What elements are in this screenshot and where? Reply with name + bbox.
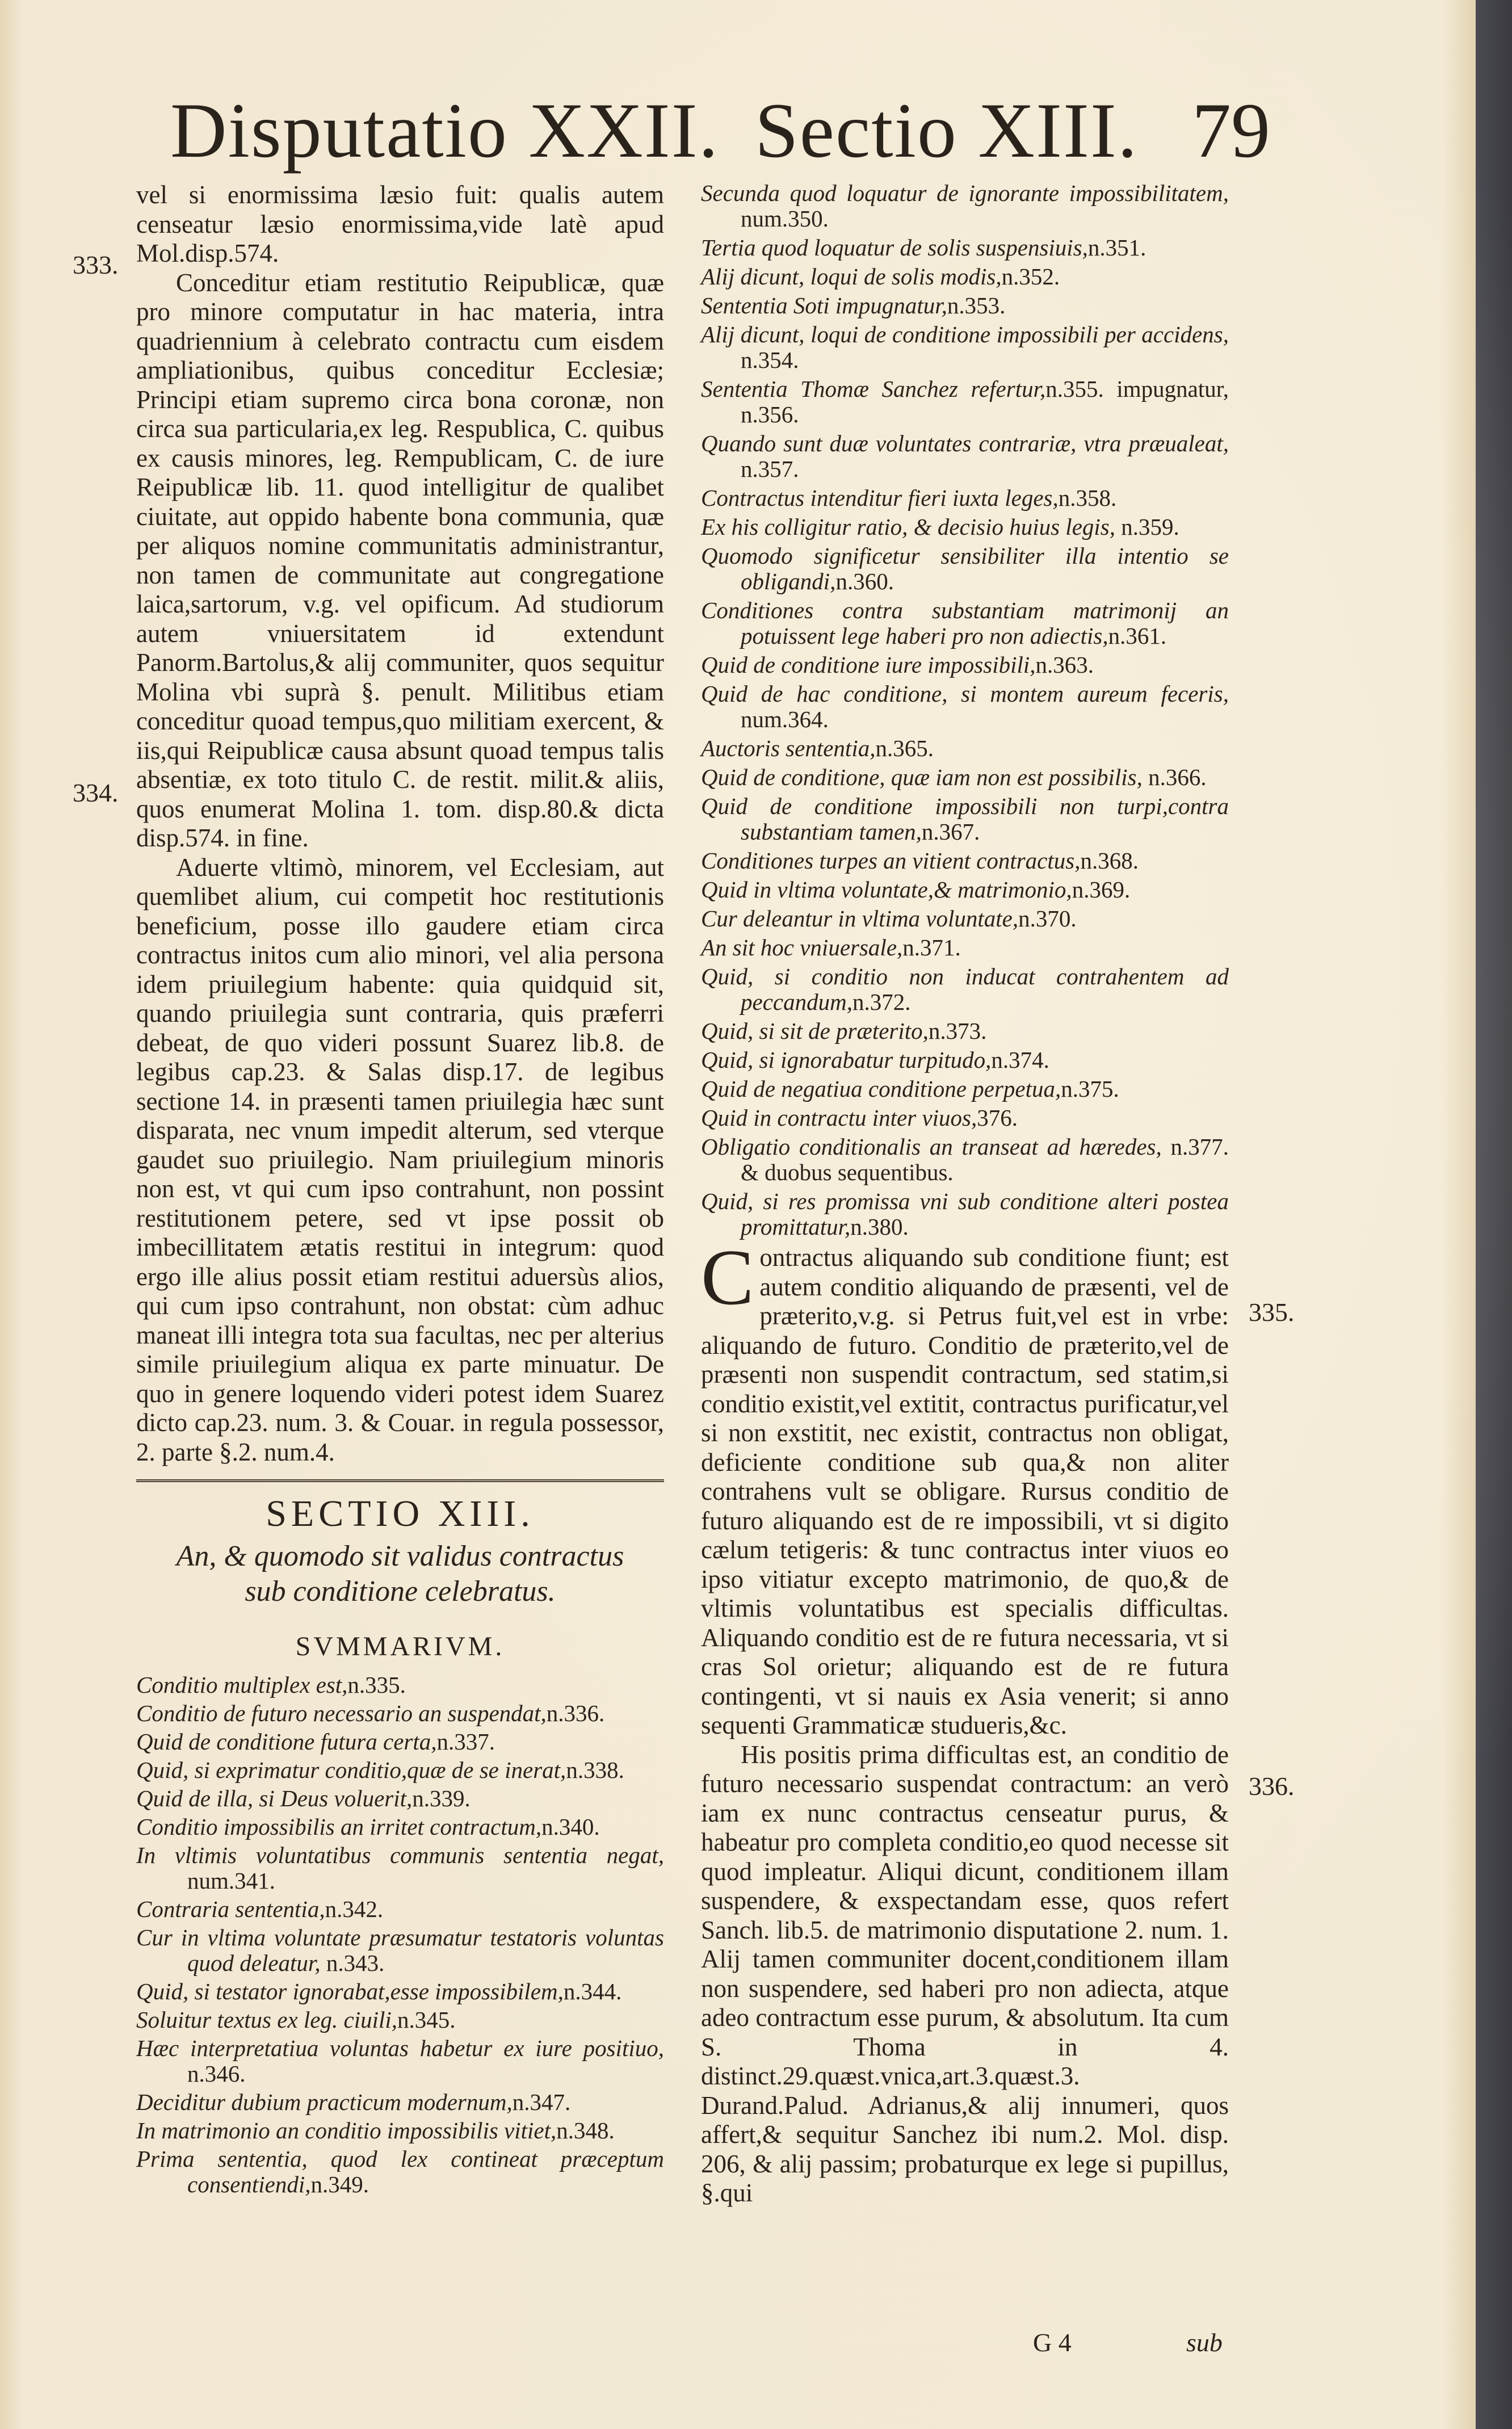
summary-item: Quid de negatiua conditione perpetua,n.375. xyxy=(701,1076,1119,1102)
summary-item: Conditio multiplex est,n.335. xyxy=(136,1672,406,1698)
summary-item: Sententia Soti impugnatur,n.353. xyxy=(701,292,1006,318)
paragraph-334: Aduerte vltimò, minorem, vel Ecclesiam, aut quemlibet alium, cui competit hoc restitutionis beneficium, posse illo gaudere etiam circa contractus initos cum alio minori, vel alia persona idem priuilegium habente: quia quidquid sit, quando priuilegia sunt contraria, quis præferri debeat, de quo videri possunt Suarez lib.8. de legibus cap.23. & Salas disp.17. de legibus sectione 14. in præsenti tamen priuilegia hæc sunt disparata, nec vnum impedit alterum, sed vterque gaudet suo priuilegio. Nam priuilegium minoris non est, vt qui cum ipso contrahunt, non possint restitutionem petere, sed vt ipse possit ob imbecillitatem ætatis restitui in integrum: quod ergo ille alius possit etiam restitui aduersùs alios, qui cum ipso contrahunt, non obstat: cùm adhuc maneat illi integra tota sua facultas, nec per alterius simile priuilegium aliqua ex parte minuatur. De quo in genere loquendo videri potest idem Suarez dicto cap.23. num. 3. & Couar. in regula possessor, 2. parte §.2. num.4. xyxy=(136,853,664,1466)
right-column xyxy=(701,181,1229,2208)
summary-item: Obligatio conditionalis an transeat ad hæredes, n.377. & duobus sequentibus. xyxy=(701,1134,1229,1185)
summary-item: Soluitur textus ex leg. ciuili,n.345. xyxy=(136,2007,456,2033)
summary-item: Quid, si conditio non inducat contrahentem ad peccandum,n.372. xyxy=(701,963,1229,1015)
summary-item: Hæc interpretatiua voluntas habetur ex iure positiuo, n.346. xyxy=(136,2035,664,2087)
summary-list-left xyxy=(136,1672,664,2197)
summary-item: Sententia Thomæ Sanchez refertur,n.355. impugnatur, n.356. xyxy=(701,376,1229,427)
summary-list-right xyxy=(701,181,1229,1240)
margin-number-334: 334. xyxy=(73,778,119,807)
summary-heading: SVMMARIVM. xyxy=(295,1631,505,1662)
signature-mark: G 4 xyxy=(1033,2328,1072,2357)
summary-item: Quomodo significetur sensibiliter illa intentio se obligandi,n.360. xyxy=(701,543,1229,594)
summary-item: Cur deleantur in vltima voluntate,n.370. xyxy=(701,905,1077,932)
summary-item: Alij dicunt, loqui de conditione impossibili per accidens, n.354. xyxy=(701,321,1229,373)
summary-item: Quid in vltima voluntate,& matrimonio,n.369. xyxy=(701,876,1131,903)
summary-item: Quid de conditione futura certa,n.337. xyxy=(136,1729,495,1755)
running-header xyxy=(0,85,1476,176)
paragraph-336: His positis prima difficultas est, an conditio de futuro necessario suspendat contractum: an verò iam ex nunc contractus censeatur purus, & habeatur pro completa conditio,eo quod necesse sit quod impleatur. Aliqui dicunt, conditionem illam suspendere, & exspectandam esse, quos refert Sanch. lib.5. de matrimonio disputatione 2. num. 1. Alij tamen communiter docent,conditionem illam non suspendere, sed haberi pro non adiecta, atque adeo contractum esse purum, & absolutum. Ita cum S. Thoma in 4. distinct.29.quæst.vnica,art.3.quæst.3. Durand.Palud. Adrianus,& alij innumeri, quos affert,& sequitur Sanchez ibi num.2. Mol. disp. 206, & alij passim; probaturque ex lege si pupillus, §.qui xyxy=(701,1740,1229,2207)
margin-number-335: 335. xyxy=(1249,1298,1295,1327)
summary-item: Conditio de futuro necessario an suspendat,n.336. xyxy=(136,1700,605,1726)
paragraph-333: Conceditur etiam restitutio Reipublicæ, quæ pro minore computatur in hac materia, intra quadriennium à celebrato contractu cum eisdem ampliationibus, quibus conceditur Ecclesiæ; Principi etiam supremo circa bona coronæ, non circa sua particularia,ex leg. Respublica, C. quibus ex causis minores, leg. Rempublicam, C. de iure Reipublicæ lib. 11. quod intelligitur de qualibet ciuitate, aut oppido habente bona communia, quæ per aliquos nomine communitatis administrantur, non tamen de communitate aut congregatione laica,sartorum, v.g. vel opificum. Ad studiorum autem vniuersitatem id extendunt Panorm.Bartolus,& alij communiter, quos sequitur Molina vbi suprà §. penult. Militibus etiam conceditur quoad tempus,quo militiam exercent, & iis,qui Reipublicæ causa absunt quoad tempus talis absentiæ, ex toto titulo C. de restit. milit.& aliis, quos enumerat Molina 1. tom. disp.80.& dicta disp.574. in fine. xyxy=(136,268,664,852)
summary-item: An sit hoc vniuersale,n.371. xyxy=(701,934,961,960)
summary-item: Secunda quod loquatur de ignorante impossibilitatem, num.350. xyxy=(701,180,1229,232)
section-title: An, & quomodo sit validus contractus sub conditione celebratus. xyxy=(176,1539,624,1608)
catchword: sub xyxy=(1186,2328,1223,2357)
summary-item: Cur in vltima voluntate præsumatur testatoris voluntas quod deleatur, n.343. xyxy=(136,1924,664,1976)
paragraph-335: Contractus aliquando sub conditione fiunt; est autem conditio aliquando de præsenti, vel de præterito,v.g. si Petrus fuit,vel est in vrbe: aliquando de futuro. Conditio de præterito,vel de præsenti non suspendit contractum, sed statim,si conditio existit,vel extitit, contractus purificatur,vel si non exstitit, nec existit, contractus non obligat, deficiente conditione sub qua,& non aliter contrahens vult se obligare. Rursus conditio de futuro aliquando est de re impossibili, vt si digito cælum tetigeris: & tunc contractus inter viuos eo ipso vitiatur excepto matrimonio, de quo,& de vltimis voluntatibus est specialis difficultas. Aliquando conditio est de re futura necessaria, vt si cras Sol orietur; aliquando est de re futura contingenti, vt si nauis ex Asia venerit; si anno sequenti Grammaticæ studueris,&c. xyxy=(701,1234,1229,1739)
margin-number-333: 333. xyxy=(73,250,119,279)
running-title-left: Disputatio XXII. xyxy=(170,87,720,174)
summary-item: In matrimonio an conditio impossibilis vitiet,n.348. xyxy=(136,2117,615,2143)
summary-item: Conditio impossibilis an irritet contractum,n.340. xyxy=(136,1814,600,1840)
summary-item: Quando sunt duæ voluntates contrariæ, vtra præualeat, n.357. xyxy=(701,430,1229,482)
summary-item: Quid, si exprimatur conditio,quæ de se inerat,n.338. xyxy=(136,1757,624,1783)
running-title-right: Sectio XIII. xyxy=(755,87,1139,174)
summary-item: Quid, si ignorabatur turpitudo,n.374. xyxy=(701,1047,1049,1073)
summary-item: Conditiones contra substantiam matrimonij an potuissent lege haberi pro non adiectis,n.361. xyxy=(701,597,1229,649)
summary-item: Quid de conditione impossibili non turpi,contra substantiam tamen,n.367. xyxy=(701,793,1229,845)
summary-item: Quid, si sit de præterito,n.373. xyxy=(701,1018,987,1044)
summary-item: Quid, si res promissa vni sub conditione alteri postea promittatur,n.380. xyxy=(701,1188,1229,1240)
summary-item: In vltimis voluntatibus communis sententia negat, num.341. xyxy=(136,1842,664,1894)
summary-item: Auctoris sententia,n.365. xyxy=(701,735,934,761)
summary-item: Contractus intenditur fieri iuxta leges,n.358. xyxy=(701,485,1117,511)
summary-item: Quid, si testator ignorabat,esse impossibilem,n.344. xyxy=(136,1978,622,2004)
summary-item: Tertia quod loquatur de solis suspensiuis,n.351. xyxy=(701,234,1146,261)
summary-item: Prima sententia, quod lex contineat præceptum consentiendi,n.349. xyxy=(136,2146,664,2197)
section-rule xyxy=(136,1479,664,1482)
summary-item: Deciditur dubium practicum modernum,n.347. xyxy=(136,2089,571,2115)
summary-item: Quid de conditione iure impossibili,n.363. xyxy=(701,652,1094,678)
summary-item: Quid in contractu inter viuos,376. xyxy=(701,1105,1018,1131)
summary-item: Quid de conditione, quæ iam non est possibilis, n.366. xyxy=(701,764,1207,790)
summary-item: Conditiones turpes an vitient contractus,n.368. xyxy=(701,848,1139,874)
section-heading: SECTIO XIII. xyxy=(266,1493,535,1534)
summary-item: Ex his colligitur ratio, & decisio huius legis, n.359. xyxy=(701,514,1179,540)
summary-item: Contraria sententia,n.342. xyxy=(136,1896,384,1922)
margin-number-336: 336. xyxy=(1249,1772,1295,1801)
paragraph-continuation: vel si enormissima læsio fuit: qualis autem censeatur læsio enormissima,vide latè apud Mol.disp.574. xyxy=(136,181,664,267)
drop-cap: C xyxy=(701,1234,754,1322)
left-column xyxy=(136,181,664,2200)
summary-item: Alij dicunt, loqui de solis modis,n.352. xyxy=(701,263,1060,290)
summary-item: Quid de hac conditione, si montem aureum feceris, num.364. xyxy=(701,681,1229,732)
page-number: 79 xyxy=(1192,87,1270,174)
summary-item: Quid de illa, si Deus voluerit,n.339. xyxy=(136,1785,471,1811)
